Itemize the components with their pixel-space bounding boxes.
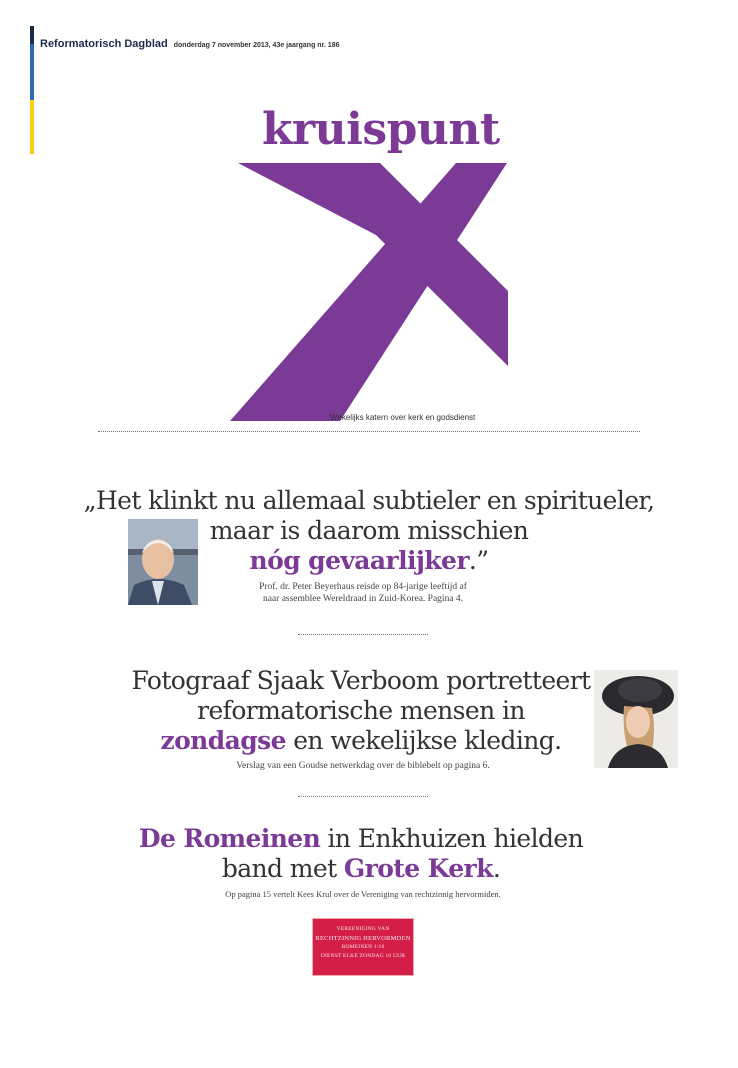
feature-caption-3: Op pagina 15 vertelt Kees Krul over de Vereniging van rechtzinnig hervormiden. [225, 889, 501, 899]
plaque-line-4: DIENST ELKE ZONDAG 10 UUR [320, 953, 406, 959]
masthead [40, 32, 340, 51]
quote-2-line-1: Fotograaf Sjaak Verboom portretteert [131, 666, 591, 695]
color-bar-yellow [30, 100, 34, 154]
paper-name: Reformatorisch Dagblad [40, 38, 168, 50]
quote-3-line-1 [52, 824, 670, 854]
masthead-color-bar [30, 26, 34, 154]
quote-3-line-1-rest: in Enkhuizen hielden [320, 824, 584, 853]
x-mark-icon [230, 163, 508, 423]
color-bar-navy [30, 26, 34, 44]
feature-quote-3 [52, 824, 670, 884]
quote-3-highlight-2: Grote Kerk [343, 854, 493, 883]
quote-3-end: . [492, 854, 501, 883]
plaque-photo [312, 918, 414, 976]
divider-2 [298, 796, 428, 797]
section-tagline: Wekelijks katern over kerk en godsdienst [330, 413, 476, 422]
caption-1-line-2: naar assemblee Wereldraad in Zuid-Korea. Pagina 4. [262, 594, 464, 604]
quote-line-1: „Het klinkt nu allemaal subtieler en spiritueler, [83, 486, 655, 515]
quote-3-line-2 [52, 854, 670, 884]
quote-3-line-2-pre: band met [221, 854, 344, 883]
feature-caption-1 [160, 581, 566, 605]
caption-1-line-1: Prof. dr. Peter Beyerhaus reisde op 84-jarige leeftijd af [259, 582, 467, 592]
quote-3-highlight-1: De Romeinen [138, 824, 321, 853]
feature-quote-1 [60, 486, 678, 576]
divider-top [98, 431, 640, 432]
quote-end: .” [468, 546, 489, 575]
plaque-line-1: VEREENIGING VAN [336, 926, 390, 932]
color-bar-blue [30, 44, 34, 100]
quote-line-2: maar is daarom misschien [209, 516, 529, 545]
feature-quote-2 [52, 666, 670, 756]
quote-line-3 [60, 546, 678, 576]
quote-2-rest: en wekelijkse kleding. [285, 726, 562, 755]
divider-1 [298, 634, 428, 635]
plaque-line-3: ROMEINEN 1:16 [341, 944, 385, 950]
section-logo-title: kruispunt [262, 104, 500, 155]
quote-2-line-3 [52, 726, 670, 756]
plaque-line-2: RECHTZINNIG HERVORMDEN [315, 935, 411, 942]
quote-highlight: nóg gevaarlijker [249, 546, 469, 575]
quote-2-line-2: reformatorische mensen in [197, 696, 525, 725]
quote-2-highlight: zondagse [160, 726, 286, 755]
feature-caption-2: Verslag van een Goudse netwerkdag over de biblebelt op pagina 6. [236, 761, 490, 771]
dateline: donderdag 7 november 2013, 43e jaargang nr. 186 [173, 42, 340, 49]
